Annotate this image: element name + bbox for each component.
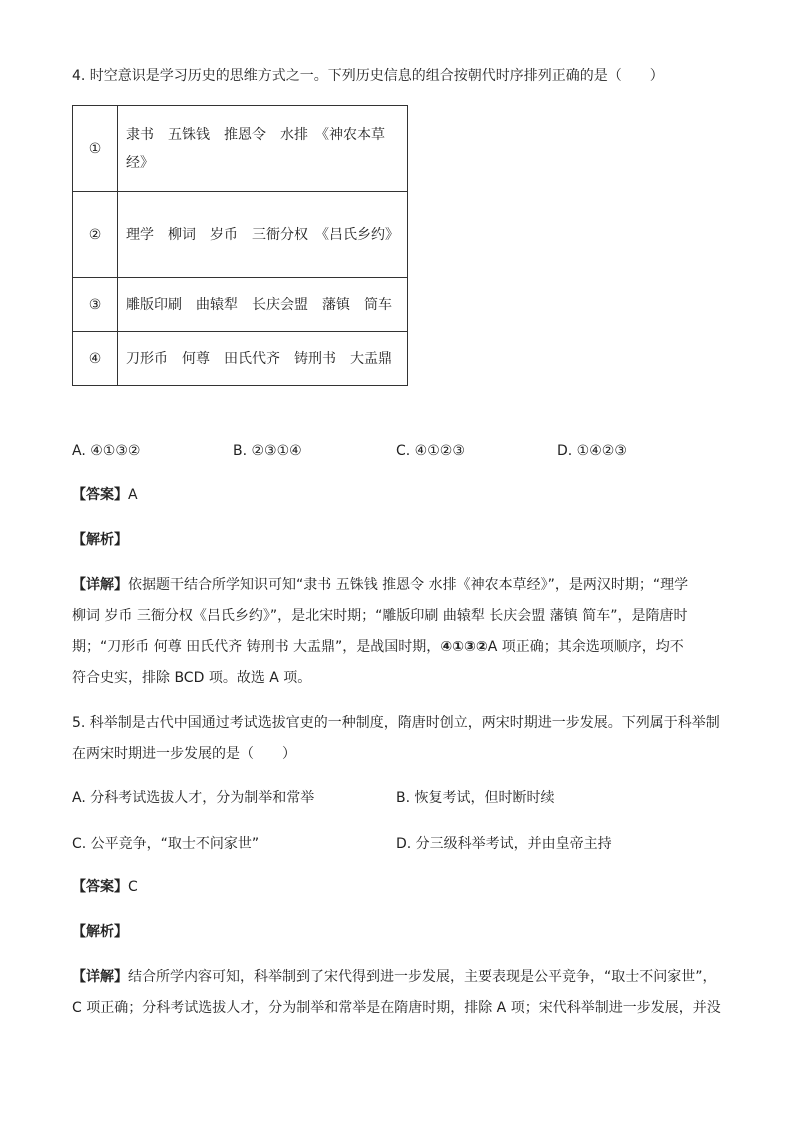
answer-tag: 【答案】 [72,487,128,503]
stem-line-1: 5. 科举制是古代中国通过考试选拔官吏的一种制度，隋唐时创立，两宋时期进一步发展。下列属于科举制 [72,715,720,731]
detail-text: 依据题干结合所学知识可知“隶书 五铢钱 推恩令 水排《神农本草经》”，是两汉时期；“理学 [128,577,689,593]
stem-line-2: 在两宋时期进一步发展的是（ ） [72,746,296,762]
row-number: ① [73,106,118,192]
question-4-option-a: A. ④①③② [72,443,141,459]
question-5-analysis-tag [72,922,128,942]
detail-tag: 【详解】 [72,969,128,985]
question-5-option-a: A. 分科考试选拔人才，分为制举和常举 [72,790,315,806]
detail-line-2: C 项正确；分科考试选拔人才，分为制举和常举是在隋唐时期，排除 A 项；宋代科举制进一步发展，并没 [72,1000,721,1016]
question-5-option-c: C. 公平竞争，“取士不问家世” [72,836,260,852]
question-5-detail [72,962,722,1024]
table-row [73,278,408,332]
detail-line-1 [72,962,722,993]
answer-value: A [128,487,138,503]
detail-text: 期；“刀形币 何尊 田氏代齐 铸刑书 大盂鼎”，是战国时期， [72,639,441,655]
detail-line-2: 柳词 岁币 三衙分权《吕氏乡约》”，是北宋时期；“雕版印刷 曲辕犁 长庆会盟 藩镇 简车”，是隋唐时 [72,608,688,624]
row-number: ③ [73,278,118,332]
detail-text: A 项正确；其余选项顺序，均不 [487,639,684,655]
analysis-tag: 【解析】 [72,924,128,940]
question-4-detail [72,570,722,694]
question-5-answer [72,877,138,897]
detail-line-4: 符合史实，排除 BCD 项。故选 A 项。 [72,670,312,686]
question-4-option-d: D. ①④②③ [557,443,627,459]
detail-line-1 [72,570,722,601]
question-5-stem [72,708,722,770]
question-4-option-c: C. ④①②③ [396,443,465,459]
question-4-answer [72,485,138,505]
row-text: 刀形币 何尊 田氏代齐 铸刑书 大盂鼎 [118,332,408,386]
analysis-tag: 【解析】 [72,532,128,548]
detail-tag: 【详解】 [72,577,128,593]
table-row [73,332,408,386]
detail-line-3 [72,632,722,663]
detail-bold-sequence: ④①③② [440,639,488,655]
row-text: 理学 柳词 岁币 三衙分权 《吕氏乡约》 [118,192,408,278]
question-5-option-b: B. 恢复考试，但时断时续 [396,790,555,806]
detail-text: 结合所学内容可知，科举制到了宋代得到进一步发展，主要表现是公平竞争，“取士不问家世”， [128,969,717,985]
answer-value: C [128,879,138,895]
row-number: ② [73,192,118,278]
table-row [73,192,408,278]
answer-tag: 【答案】 [72,879,128,895]
table-row [73,106,408,192]
question-5-option-d: D. 分三级科举考试，并由皇帝主持 [396,836,612,852]
row-text: 雕版印刷 曲辕犁 长庆会盟 藩镇 筒车 [118,278,408,332]
question-4-option-b: B. ②③①④ [233,443,302,459]
question-4-stem: 4. 时空意识是学习历史的思维方式之一。下列历史信息的组合按朝代时序排列正确的是（ ） [72,68,664,84]
row-number: ④ [73,332,118,386]
question-4-table [72,105,408,386]
question-4-analysis-tag [72,530,128,550]
row-text: 隶书 五铢钱 推恩令 水排 《神农本草经》 [118,106,408,192]
